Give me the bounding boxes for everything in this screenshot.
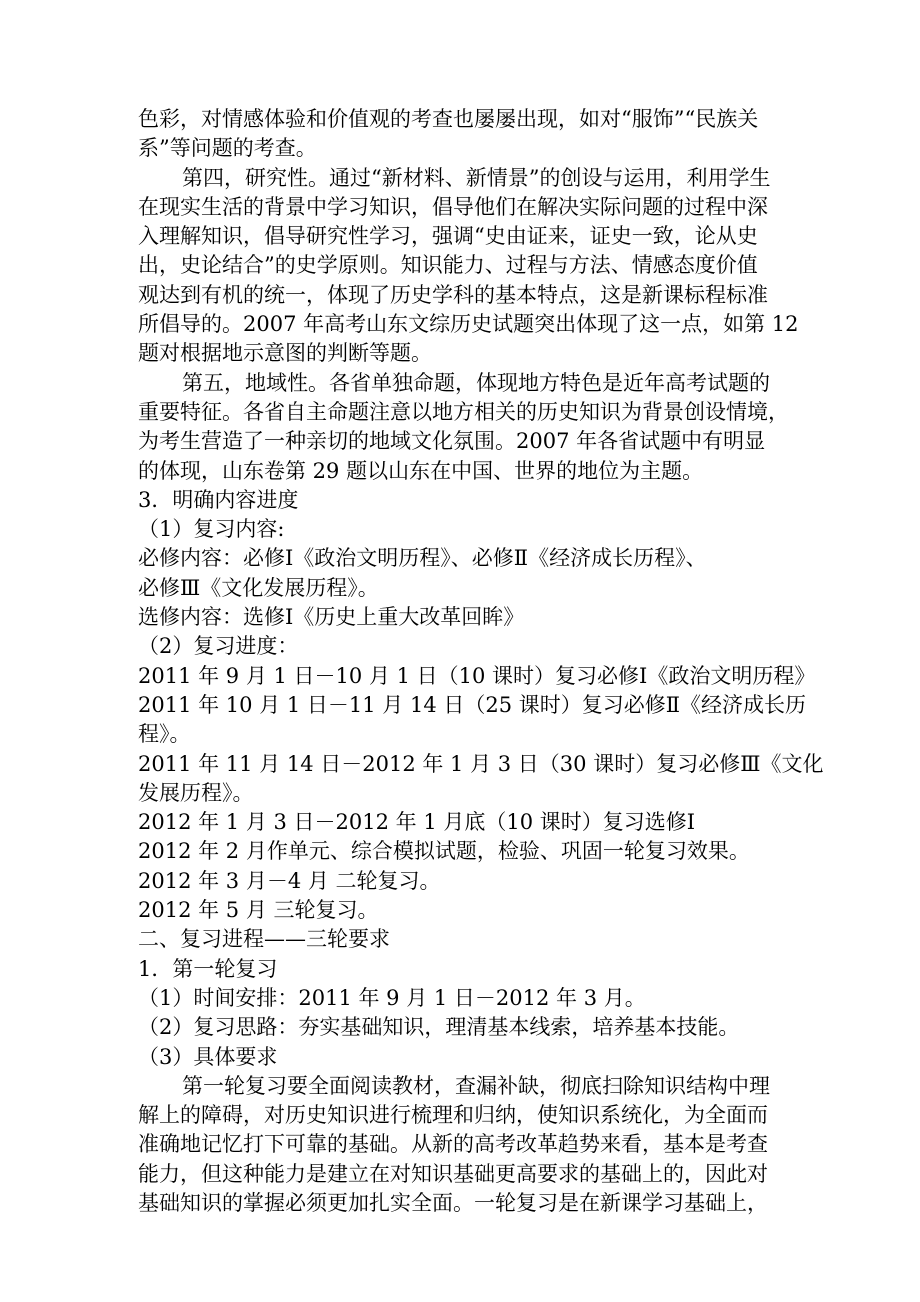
text-line: 第四，研究性。通过“新材料、新情景”的创设与运用，利用学生 (182, 165, 771, 190)
text-line: （3）具体要求 (138, 1044, 278, 1069)
text-line: 的体现，山东卷第 29 题以山东在中国、世界的地位为主题。 (138, 458, 704, 483)
text-line: 2012 年 5 月 三轮复习。 (138, 898, 379, 923)
text-line: 2012 年 2 月作单元、综合模拟试题，检验、巩固一轮复习效果。 (138, 839, 750, 864)
text-line: 发展历程》。 (138, 780, 254, 805)
text-line: 系”等问题的考查。 (138, 136, 317, 161)
text-line: 必修Ⅲ《文化发展历程》。 (138, 575, 379, 600)
text-line: 2011 年 9 月 1 日－10 月 1 日（10 课时）复习必修Ⅰ《政治文明历程》 (138, 663, 816, 688)
text-line: （2）复习进度： (138, 634, 299, 659)
text-line: 1．第一轮复习 (138, 956, 278, 981)
text-line: 能力，但这种能力是建立在对知识基础更高要求的基础上的，因此对 (138, 1161, 768, 1186)
text-line: 观达到有机的统一，体现了历史学科的基本特点，这是新课标程标准 (138, 282, 768, 307)
text-line: 在现实生活的背景中学习知识，倡导他们在解决实际问题的过程中深 (138, 194, 768, 219)
text-line: 程》。 (138, 722, 191, 747)
text-line: 第一轮复习要全面阅读教材，查漏补缺，彻底扫除知识结构中理 (182, 1073, 770, 1098)
text-line: 出，史论结合”的史学原则。知识能力、过程与方法、情感态度价值 (138, 253, 758, 278)
text-line: 2011 年 11 月 14 日－2012 年 1 月 3 日（30 课时）复习必修Ⅲ《文化 (138, 751, 824, 776)
text-line: （2）复习思路：夯实基础知识，理清基本线索，培养基本技能。 (138, 1015, 740, 1040)
text-line: 入理解知识，倡导研究性学习，强调“史由证来，证史一致，论从史 (138, 224, 758, 249)
text-line: 解上的障碍，对历史知识进行梳理和归纳，使知识系统化，为全面而 (138, 1103, 768, 1128)
text-line: 所倡导的。2007 年高考山东文综历史试题突出体现了这一点，如第 12 (138, 312, 799, 337)
document-page (138, 105, 824, 1218)
text-line: 题对根据地示意图的判断等题。 (138, 341, 432, 366)
text-line: 必修内容：必修Ⅰ《政治文明历程》、必修Ⅱ《经济成长历程》、 (138, 546, 707, 571)
text-line: 3．明确内容进度 (138, 487, 299, 512)
text-line: 2011 年 10 月 1 日－11 月 14 日（25 课时）复习必修Ⅱ《经济成长历 (138, 692, 807, 717)
text-line: 二、复习进程——三轮要求 (138, 927, 390, 952)
text-line: 选修内容：选修Ⅰ《历史上重大改革回眸》 (138, 605, 525, 630)
text-line: 准确地记忆打下可靠的基础。从新的高考改革趋势来看，基本是考查 (138, 1132, 768, 1157)
text-line: 色彩，对情感体验和价值观的考查也屡屡出现，如对“服饰”“民族关 (138, 107, 759, 131)
text-line: （1）时间安排：2011 年 9 月 1 日－2012 年 3 月。 (138, 985, 646, 1010)
text-line: （1）复习内容: (138, 517, 285, 542)
text-line: 2012 年 3 月－4 月 二轮复习。 (138, 868, 441, 893)
text-line: 2012 年 1 月 3 日－2012 年 1 月底（10 课时）复习选修Ⅰ (138, 810, 696, 835)
text-line: 第五，地域性。各省单独命题，体现地方特色是近年高考试题的 (182, 370, 770, 395)
text-line: 为考生营造了一种亲切的地域文化氛围。2007 年各省试题中有明显 (138, 429, 766, 454)
text-line: 重要特征。各省自主命题注意以地方相关的历史知识为背景创设情境， (138, 399, 789, 424)
text-line: 基础知识的掌握必须更加扎实全面。一轮复习是在新课学习基础上， (138, 1190, 768, 1215)
